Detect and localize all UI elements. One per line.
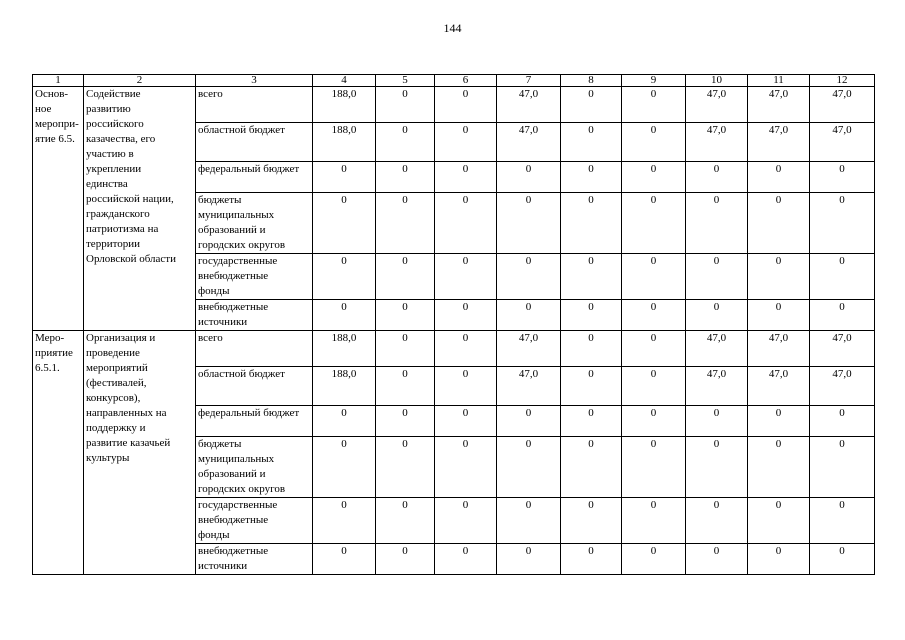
value-cell: 0 (313, 162, 376, 193)
value-cell: 0 (497, 300, 561, 331)
value-cell: 47,0 (686, 123, 748, 162)
value-cell: 47,0 (748, 367, 810, 406)
value-cell: 0 (435, 254, 497, 300)
value-cell: 0 (686, 498, 748, 544)
value-cell: 0 (561, 406, 622, 437)
value-cell: 47,0 (810, 123, 875, 162)
value-cell: 0 (686, 544, 748, 575)
value-cell: 0 (497, 437, 561, 498)
value-cell: 0 (561, 544, 622, 575)
value-cell: 0 (497, 193, 561, 254)
column-number-header: 4 (313, 75, 376, 87)
value-cell: 0 (435, 300, 497, 331)
column-number-header: 5 (376, 75, 435, 87)
value-cell: 0 (686, 162, 748, 193)
value-cell: 0 (561, 162, 622, 193)
value-cell: 0 (622, 254, 686, 300)
value-cell: 0 (622, 87, 686, 123)
value-cell: 0 (376, 544, 435, 575)
value-cell: 0 (376, 193, 435, 254)
value-cell: 0 (622, 367, 686, 406)
value-cell: 0 (810, 193, 875, 254)
value-cell: 0 (313, 406, 376, 437)
value-cell: 0 (561, 87, 622, 123)
funding-source-cell: бюджеты муниципальных образований и городских округов (196, 193, 313, 254)
value-cell: 0 (497, 406, 561, 437)
column-number-header: 6 (435, 75, 497, 87)
value-cell: 0 (435, 193, 497, 254)
value-cell: 0 (435, 498, 497, 544)
value-cell: 0 (622, 300, 686, 331)
value-cell: 0 (622, 498, 686, 544)
value-cell: 0 (748, 498, 810, 544)
value-cell: 0 (810, 437, 875, 498)
value-cell: 0 (748, 254, 810, 300)
value-cell: 0 (622, 406, 686, 437)
value-cell: 0 (748, 193, 810, 254)
value-cell: 0 (810, 498, 875, 544)
value-cell: 0 (686, 406, 748, 437)
measure-name-cell: Организация и проведение мероприятий (фестивалей, конкурсов), направленных на поддержку и развитие казачьей культуры (84, 331, 196, 575)
value-cell: 0 (376, 162, 435, 193)
value-cell: 188,0 (313, 123, 376, 162)
funding-source-cell: всего (196, 87, 313, 123)
value-cell: 0 (748, 162, 810, 193)
value-cell: 47,0 (686, 367, 748, 406)
value-cell: 0 (622, 331, 686, 367)
value-cell: 0 (313, 544, 376, 575)
value-cell: 0 (748, 406, 810, 437)
funding-source-cell: внебюджетные источники (196, 544, 313, 575)
table-row (33, 87, 875, 123)
value-cell: 188,0 (313, 367, 376, 406)
value-cell: 0 (561, 498, 622, 544)
column-number-header: 10 (686, 75, 748, 87)
value-cell: 0 (497, 254, 561, 300)
value-cell: 0 (376, 254, 435, 300)
funding-source-cell: федеральный бюджет (196, 406, 313, 437)
column-number-header: 3 (196, 75, 313, 87)
table-row (33, 331, 875, 367)
value-cell: 0 (561, 331, 622, 367)
value-cell: 47,0 (497, 367, 561, 406)
budget-table (32, 74, 875, 575)
value-cell: 0 (561, 123, 622, 162)
value-cell: 0 (686, 254, 748, 300)
value-cell: 47,0 (810, 87, 875, 123)
value-cell: 0 (313, 437, 376, 498)
value-cell: 0 (313, 498, 376, 544)
value-cell: 0 (622, 544, 686, 575)
value-cell: 47,0 (497, 331, 561, 367)
measure-code-cell: Основ- ное меропри- ятие 6.5. (33, 87, 84, 331)
funding-source-cell: всего (196, 331, 313, 367)
value-cell: 0 (376, 87, 435, 123)
funding-source-cell: бюджеты муниципальных образований и городских округов (196, 437, 313, 498)
value-cell: 47,0 (497, 123, 561, 162)
funding-source-cell: областной бюджет (196, 123, 313, 162)
value-cell: 188,0 (313, 87, 376, 123)
value-cell: 0 (561, 437, 622, 498)
value-cell: 47,0 (686, 331, 748, 367)
measure-name-cell: Содействие развитию российского казачества, его участию в укреплении единства российской нации, гражданского патриотизма на территории Орловской области (84, 87, 196, 331)
value-cell: 0 (313, 300, 376, 331)
value-cell: 0 (435, 367, 497, 406)
funding-source-cell: областной бюджет (196, 367, 313, 406)
column-number-header: 2 (84, 75, 196, 87)
value-cell: 188,0 (313, 331, 376, 367)
funding-source-cell: внебюджетные источники (196, 300, 313, 331)
value-cell: 0 (435, 406, 497, 437)
value-cell: 0 (376, 406, 435, 437)
funding-source-cell: государственные внебюджетные фонды (196, 498, 313, 544)
value-cell: 47,0 (748, 331, 810, 367)
value-cell: 0 (435, 544, 497, 575)
value-cell: 0 (622, 162, 686, 193)
value-cell: 0 (376, 331, 435, 367)
value-cell: 47,0 (810, 331, 875, 367)
value-cell: 47,0 (497, 87, 561, 123)
value-cell: 0 (376, 123, 435, 162)
value-cell: 0 (810, 544, 875, 575)
column-number-header: 9 (622, 75, 686, 87)
table-body (33, 87, 875, 575)
value-cell: 0 (622, 123, 686, 162)
value-cell: 47,0 (686, 87, 748, 123)
value-cell: 0 (376, 437, 435, 498)
value-cell: 0 (497, 498, 561, 544)
value-cell: 0 (686, 193, 748, 254)
value-cell: 0 (686, 300, 748, 331)
value-cell: 47,0 (810, 367, 875, 406)
value-cell: 0 (435, 437, 497, 498)
funding-source-cell: государственные внебюджетные фонды (196, 254, 313, 300)
value-cell: 0 (748, 437, 810, 498)
value-cell: 0 (313, 254, 376, 300)
value-cell: 0 (376, 367, 435, 406)
value-cell: 0 (748, 300, 810, 331)
value-cell: 0 (435, 162, 497, 193)
value-cell: 0 (622, 193, 686, 254)
value-cell: 0 (686, 437, 748, 498)
value-cell: 0 (748, 544, 810, 575)
value-cell: 0 (561, 367, 622, 406)
value-cell: 0 (810, 162, 875, 193)
page-number: 144 (443, 21, 462, 35)
value-cell: 0 (810, 300, 875, 331)
value-cell: 0 (561, 300, 622, 331)
measure-code-cell: Меро- приятие 6.5.1. (33, 331, 84, 575)
value-cell: 0 (561, 254, 622, 300)
value-cell: 0 (497, 544, 561, 575)
value-cell: 0 (497, 162, 561, 193)
value-cell: 0 (810, 254, 875, 300)
header-row (33, 75, 875, 87)
column-number-header: 1 (33, 75, 84, 87)
funding-source-cell: федеральный бюджет (196, 162, 313, 193)
value-cell: 0 (376, 498, 435, 544)
value-cell: 0 (435, 87, 497, 123)
value-cell: 0 (810, 406, 875, 437)
value-cell: 0 (376, 300, 435, 331)
value-cell: 47,0 (748, 87, 810, 123)
value-cell: 0 (622, 437, 686, 498)
value-cell: 47,0 (748, 123, 810, 162)
table-header (33, 75, 875, 87)
column-number-header: 8 (561, 75, 622, 87)
value-cell: 0 (561, 193, 622, 254)
column-number-header: 7 (497, 75, 561, 87)
column-number-header: 11 (748, 75, 810, 87)
value-cell: 0 (313, 193, 376, 254)
value-cell: 0 (435, 331, 497, 367)
column-number-header: 12 (810, 75, 875, 87)
value-cell: 0 (435, 123, 497, 162)
